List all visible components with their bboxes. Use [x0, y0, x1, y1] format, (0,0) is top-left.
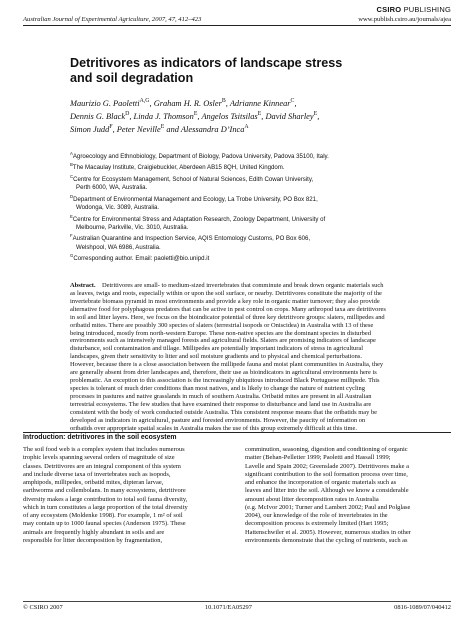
- affiliation-line: Wodonga, Vic. 3089, Australia.: [76, 204, 160, 212]
- body-text-line: Lavelle and Spain 2002; Greenslade 2007). Detritivores make a: [245, 462, 409, 470]
- title-line: and soil degradation: [70, 71, 194, 85]
- body-text-line: may contain up to 1000 faunal species (Anderson 1975). These: [23, 520, 186, 528]
- footer-rule: [23, 601, 451, 602]
- abstract-line: environments such as intensively managed forests and agricultural fields. Slaters are promising indicators of landscape: [70, 337, 376, 345]
- affiliations: [70, 150, 460, 264]
- body-text-line: decomposition process is extremely limited (Hart 1995;: [245, 520, 389, 528]
- affiliation-line: $^D$Department of Environmental Management and Ecology, La Trobe University, PO Box 821,: [70, 193, 318, 203]
- author-line: Maurizio G. Paoletti$^{A,G}$, Graham H. R. Osler$^B$, Adrianne Kinnear$^C$,: [70, 98, 297, 108]
- body-text-line: trophic levels spanning several orders of magnitude of size: [23, 454, 175, 462]
- body-text-line: amount about litter decomposition rates in Australia: [245, 495, 379, 503]
- abstract-line: disturbance, soil contamination and tillage. Millipedes are potentially important indicators of stress in agricultural: [70, 345, 364, 353]
- body-column-left: [23, 446, 229, 545]
- body-text-line: comminution, seasoning, digestion and conditioning of organic: [245, 446, 408, 453]
- body-text-line: diversity makes a large contribution to total soil fauna diversity,: [23, 495, 188, 503]
- body-text-line: which in turn constitutes a large proportion of the total diversity: [23, 503, 188, 511]
- body-text-line: 2004), our knowledge of the role of invertebrates in the: [245, 512, 388, 520]
- abstract-label: Abstract.: [70, 282, 96, 289]
- affiliation-line: $^F$Australian Quarantine and Inspection Service, AQIS Entomology Customs, PO Box 606,: [70, 233, 311, 243]
- body-text-line: classes. Detritivores are an integral component of this system: [23, 462, 181, 470]
- body-text-line: and enhance the incorporation of organic materials such as: [245, 479, 397, 487]
- journal-url[interactable]: www.publish.csiro.au/journals/ajea: [358, 16, 451, 23]
- affiliation-line: $^A$Agroecology and Ethnobiology, Department of Biology, Padova University, Padova 35100, Italy.: [70, 151, 329, 161]
- body-text-line: leaves and litter into the soil. Although we know a considerable: [245, 487, 409, 495]
- body-text-line: animals are frequently highly abundant in soils and are: [23, 528, 165, 536]
- affiliation-line: $^B$The Macaulay Institute, Craigiebuckler, Aberdeen AB15 8QH, United Kingdom.: [70, 162, 285, 172]
- affiliation-line: Welshpool, WA 6986, Australia.: [76, 243, 161, 251]
- copyright: © CSIRO 2007: [23, 604, 63, 611]
- abstract-line: processes in pastures and native grasslands in much of southern Australia. Oribatid mites are present in all Australian: [70, 392, 372, 400]
- body-text-line: responsible for litter decomposition by fragmentation,: [23, 536, 163, 544]
- author-list: [70, 96, 440, 134]
- author-line: Dennis G. Black$^D$, Linda J. Thomson$^E$, Angelos Tsitsilas$^E$, David Sharley$^E$,: [70, 110, 320, 121]
- doi[interactable]: 10.1071/EA05297: [204, 604, 252, 611]
- abstract-line: invertebrate biomass pyramid in most environments and provide a key role in organic matter turnover; they also provide: [70, 297, 380, 305]
- body-text-line: earthworms and collembolans. In many ecosystems, detritivore: [23, 487, 186, 495]
- affiliation-line: $^G$Corresponding author. Email: paoletti@bio.unipd.it: [70, 253, 210, 263]
- header-rule: [23, 25, 451, 26]
- abstract-line: Abstract. Detritivores are small- to medium-sized invertebrates that comminute and break down organic materials such: [70, 282, 384, 289]
- body-text-line: matter (Behan-Pelletier 1999; Paoletti and Hassall 1999;: [245, 454, 391, 462]
- body-column-right: [245, 446, 451, 545]
- body-text-line: significant contribution to the soil formation process over time,: [245, 470, 408, 478]
- running-head: [23, 16, 451, 23]
- abstract-line: alternative food for polyphagous predators that can be active in pest control on crops. Many arthropod taxa are detritivores: [70, 305, 386, 313]
- abstract-line: in soil and litter layers. Here, we focus on the bioindicator potential of three key detritivore groups: slaters, millipedes and: [70, 313, 385, 321]
- body-text-line: of any ecosystem (Moldenke 1998). For example, 1 m² of soil: [23, 512, 183, 520]
- author-line: Simon Judd$^F$, Peter Neville$^E$ and Alessandra D’Inca$^A$: [70, 123, 249, 134]
- abstract-line: being introduced, mostly from north-western Europe. These non-native species are the dominant species in disturbed: [70, 329, 371, 337]
- abstract-line: oribatid mites. There are possibly 300 species of slaters (terrestrial isopods or Oniscidea) in Australia with 13 of these: [70, 321, 374, 329]
- abstract-line: developed as indicators in agricultural, pasture and forested environments. However, the paucity of information on: [70, 416, 366, 424]
- body-text-line: (e.g. McIvor 2001; Turner and Lambert 2002; Paul and Polglase: [245, 503, 411, 511]
- body-text-line: and include diverse taxa of invertebrates such as isopods,: [23, 470, 171, 478]
- body-text-line: Hattenschwiler et al. 2005). However, numerous studies in other: [245, 528, 411, 536]
- abstract-line: are generally absent from drier landscapes and, therefore, their use as bioindicators in agricultural environments here is: [70, 369, 377, 377]
- abstract-line: as leaves, twigs and roots, especially within or upon the soil surface, or nearby. Detritivores constitute the majority of the: [70, 289, 382, 297]
- abstract-line: landscapes, given their sensitivity to litter and soil moisture gradients and to physical and chemical perturbations.: [70, 353, 362, 361]
- abstract-line: However, because there is a close association between the millipede fauna and moist plant communities in Australia, they: [70, 361, 384, 369]
- page-footer: [23, 604, 451, 611]
- abstract-line: consistent with the body of work conducted outside Australia. This consistent response means that the oribatids may be: [70, 408, 378, 416]
- body-text-line: amphipods, millipedes, oribatid mites, dipteran larvae,: [23, 479, 164, 487]
- issn: 0816-1089/07/040412: [394, 604, 451, 611]
- abstract-line: species is tolerant of much drier conditions than most natives, and is likely to change the nature of nutrient cycling: [70, 384, 365, 392]
- body-text-line: The soil food web is a complex system that includes numerous: [23, 446, 185, 453]
- abstract-line: oribatids over appropriate spatial scales in Australia makes the use of this group extremely difficult at this time.: [70, 424, 357, 432]
- title-line: Detritivores as indicators of landscape stress: [70, 56, 343, 70]
- affiliation-line: $^E$Centre for Environmental Stress and Adaptation Research, Zoology Department, University of: [70, 213, 326, 223]
- affiliation-line: $^C$Centre for Ecosystem Management, School of Natural Sciences, Edith Cowan University,: [70, 173, 314, 183]
- section-heading: Introduction: detritivores in the soil ecosystem: [23, 434, 177, 441]
- body-text-line: environments demonstrate that the cycling of nutrients, such as: [245, 536, 408, 544]
- abstract-line: terrestrial ecosystems. The few studies that have examined their response to disturbance and land use in Australia are: [70, 400, 372, 408]
- abstract: [70, 282, 454, 433]
- journal-reference: Australian Journal of Experimental Agriculture, 2007, 47, 412–423: [23, 16, 202, 23]
- publisher-logo: CSIRO PUBLISHING: [376, 5, 451, 14]
- article-title: [70, 56, 430, 86]
- abstract-line: problematic. An exception to this association is the increasingly ubiquitous introduced Black Portuguese millipede. This: [70, 377, 380, 385]
- affiliation-line: Melbourne, Parkville, Vic. 3010, Australia.: [76, 224, 189, 231]
- affiliation-line: Perth 6000, WA, Australia.: [76, 184, 148, 192]
